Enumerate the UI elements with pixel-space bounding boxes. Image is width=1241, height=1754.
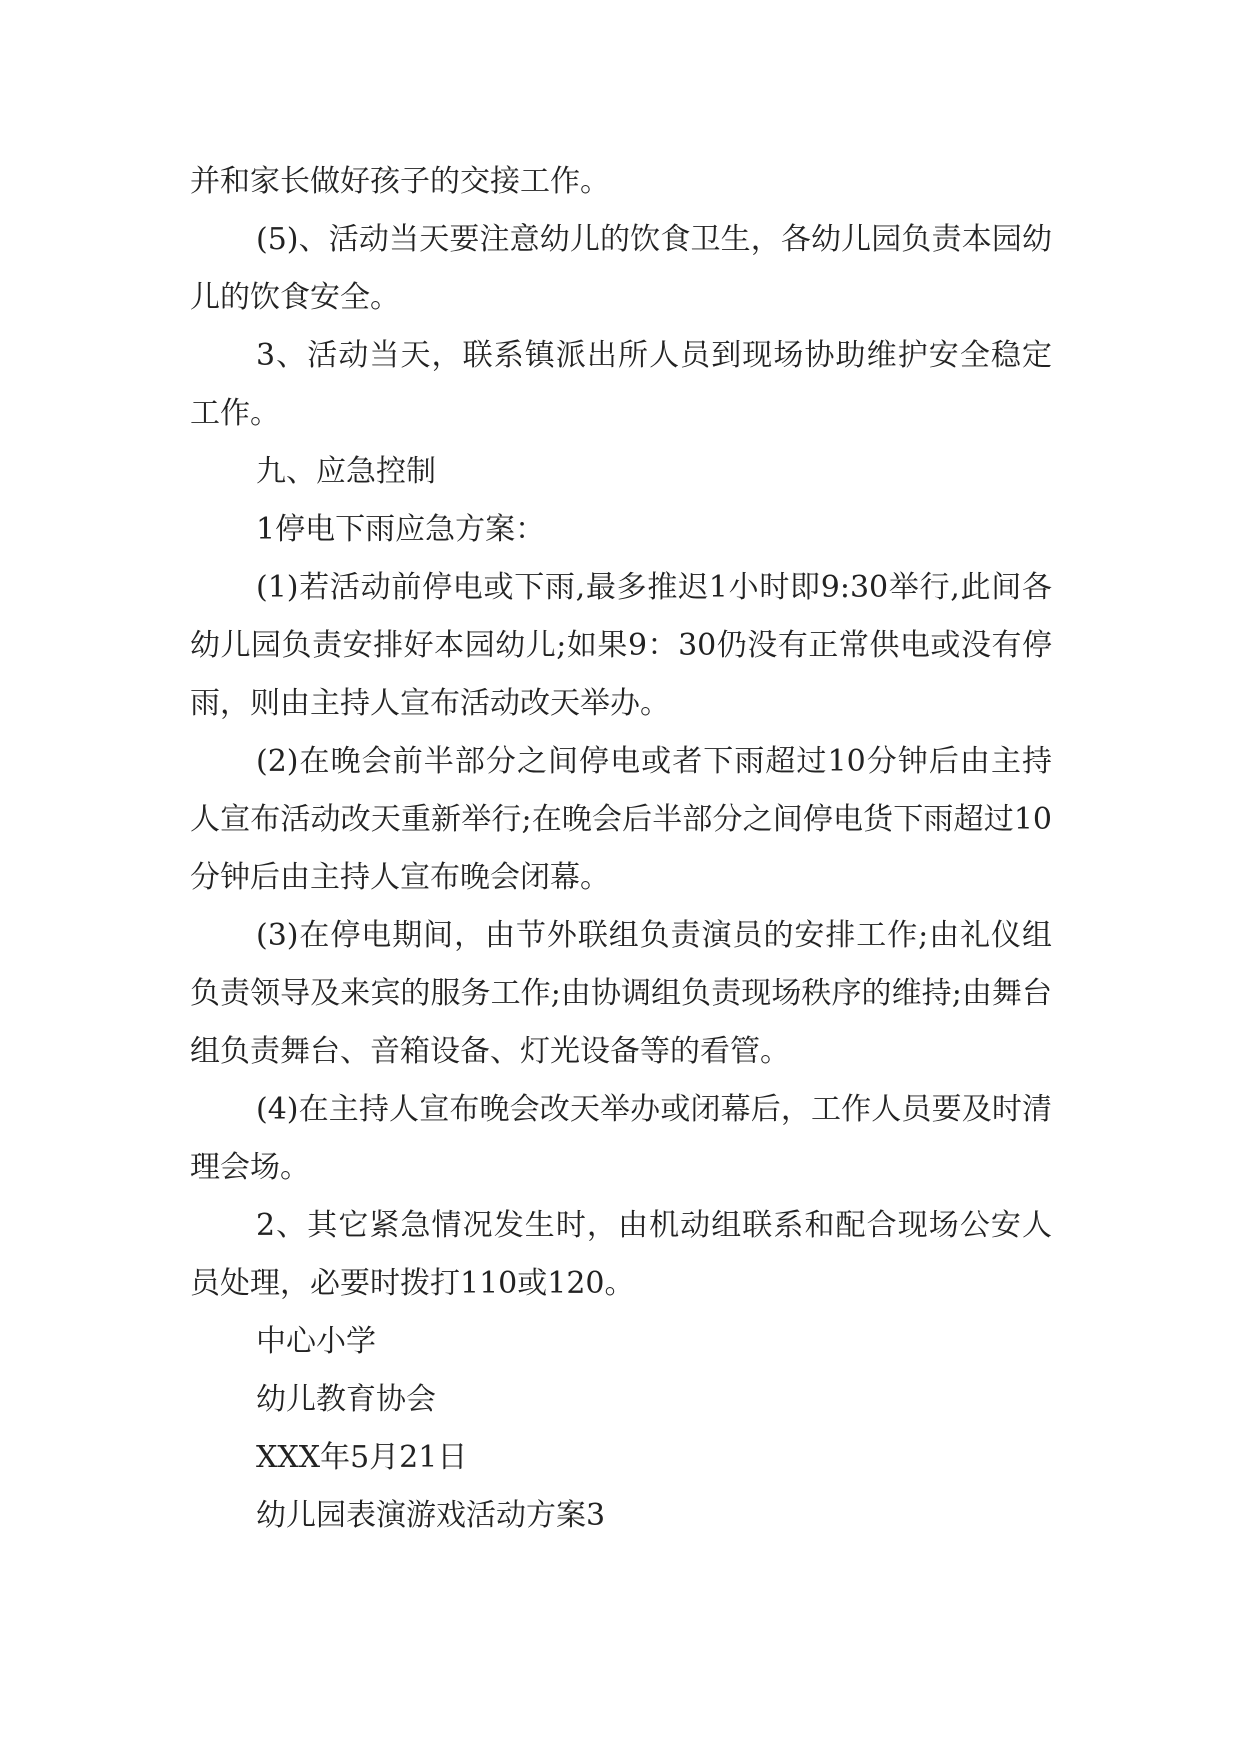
paragraph-police-support: 3、活动当天，联系镇派出所人员到现场协助维护安全稳定工作。 — [190, 338, 1052, 431]
paragraph-item-4: (4)在主持人宣布晚会改天举办或闭幕后，工作人员要及时清理会场。 — [190, 1092, 1052, 1185]
document-body — [190, 153, 1052, 1545]
signature-association: 幼儿教育协会 — [256, 1382, 436, 1417]
paragraph-item-3: (3)在停电期间，由节外联组负责演员的安排工作;由礼仪组负责领导及来宾的服务工作;由协调组负责现场秩序的维持;由舞台组负责舞台、音箱设备、灯光设备等的看管。 — [190, 918, 1052, 1069]
paragraph-food-safety: (5)、活动当天要注意幼儿的饮食卫生，各幼儿园负责本园幼儿的饮食安全。 — [190, 222, 1052, 315]
signature-date: XXX年5月21日 — [256, 1440, 468, 1475]
paragraph-item-1: (1)若活动前停电或下雨,最多推迟1小时即9:30举行,此间各幼儿园负责安排好本园幼儿;如果9：30仍没有正常供电或没有停雨，则由主持人宣布活动改天举办。 — [190, 570, 1052, 721]
paragraph-handover: 并和家长做好孩子的交接工作。 — [190, 164, 610, 199]
paragraph-power-rain-plan: 1停电下雨应急方案： — [256, 512, 546, 547]
next-document-title: 幼儿园表演游戏活动方案3 — [256, 1498, 606, 1533]
signature-school: 中心小学 — [256, 1324, 376, 1359]
paragraph-other-emergency: 2、其它紧急情况发生时，由机动组联系和配合现场公安人员处理，必要时拨打110或120。 — [190, 1208, 1052, 1301]
paragraph-item-2: (2)在晚会前半部分之间停电或者下雨超过10分钟后由主持人宣布活动改天重新举行;在晚会后半部分之间停电货下雨超过10分钟后由主持人宣布晚会闭幕。 — [190, 744, 1052, 895]
section-heading-emergency: 九、应急控制 — [256, 454, 436, 489]
